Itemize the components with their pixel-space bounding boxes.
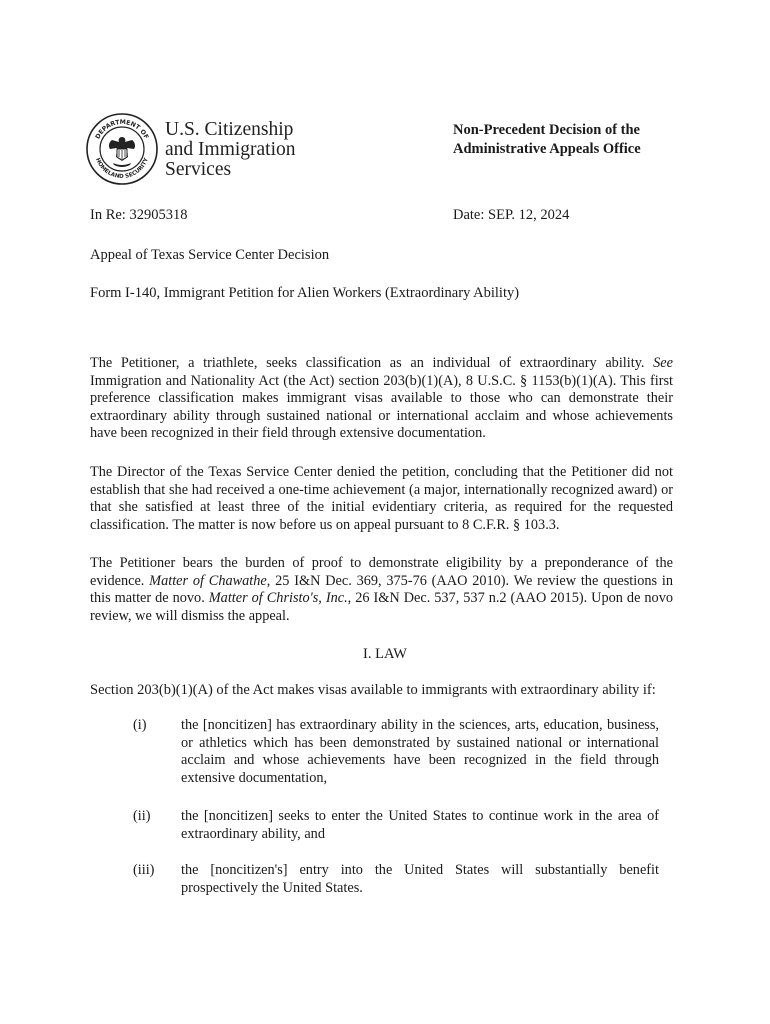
form-line: Form I-140, Immigrant Petition for Alien Workers (Extraordinary Ability) [90,285,520,301]
dhs-seal-icon [86,113,158,185]
section-heading: I. LAW [363,646,407,662]
seal-top-text: DEPARTMENT OF [94,118,150,141]
criterion-1-text [181,717,659,787]
criterion-3-number: (iii) [133,862,155,878]
appeal-line: Appeal of Texas Service Center Decision [90,247,330,263]
agency-line-2: and Immigration [165,139,296,160]
decision-line-1: Non-Precedent Decision of the [453,122,640,138]
criterion-2-text [181,808,659,843]
seal-bottom-text: HOMELAND SECURITY [94,157,150,181]
paragraph-3 [90,555,673,625]
paragraph-2 [90,464,673,534]
p3-case-christos: Matter of Christo's, Inc. [208,590,348,606]
criterion-3-text [181,862,659,897]
p1-see: See [653,355,673,371]
criterion-1-number: (i) [133,717,147,733]
agency-line-1: U.S. Citizenship [165,119,294,140]
section-intro: Section 203(b)(1)(A) of the Act makes visas available to immigrants with extraordinary ability if: [90,682,656,698]
decision-type [453,121,641,159]
decision-date: Date: SEP. 12, 2024 [453,207,570,223]
receipt-number: In Re: 32905318 [90,207,188,223]
criterion-2-number: (ii) [133,808,151,824]
p3-text-c: , 26 I&N Dec. 537, 537 n.2 (AAO 2015). Upon de novo review, we will dismiss the appeal. [90,590,673,624]
agency-line-3: Services [165,159,232,180]
p2-text: The Director of the Texas Service Center denied the petition, concluding that the Petitioner did not establish that she had received a one-time achievement (a major, internationally recognized award) or that she satisfied at least three of the initial evidentiary criteria, as required for the requested classification. The matter is now before us on appeal pursuant to 8 C.F.R. § 103.3. [90,464,673,533]
agency-name [165,120,296,180]
criterion-2-body: the [noncitizen] seeks to enter the United States to continue work in the area of extraordinary ability, and [181,808,659,842]
p1-text-a: The Petitioner, a triathlete, seeks classification as an individual of extraordinary ability. [90,355,654,371]
criterion-1-body: the [noncitizen] has extraordinary ability in the sciences, arts, education, business, or athletics which has been demonstrated by sustained national or international acclaim and whose achievements have been recognized in the field through extensive documentation, [181,717,659,786]
p1-text-b: Immigration and Nationality Act (the Act) section 203(b)(1)(A), 8 U.S.C. § 1153(b)(1)(A). This first preference classification makes immigrant visas available to those who can demonstrate their extraordinary ability through sustained national or international acclaim and whose achievements have been recognized in their field through extensive documentation. [90,372,673,441]
paragraph-1 [90,355,673,443]
decision-line-2: Administrative Appeals Office [453,141,641,157]
p3-text-b: , 25 I&N Dec. 369, 375-76 (AAO 2010). We review the questions in this matter de novo. [90,572,673,606]
p3-case-chawathe: Matter of Chawathe [149,572,267,589]
p3-text-a: The Petitioner bears the burden of proof to demonstrate eligibility by a preponderance of the evidence. [90,555,673,589]
criterion-3-body: the [noncitizen's] entry into the United States will substantially benefit prospectively the United States. [181,862,659,896]
